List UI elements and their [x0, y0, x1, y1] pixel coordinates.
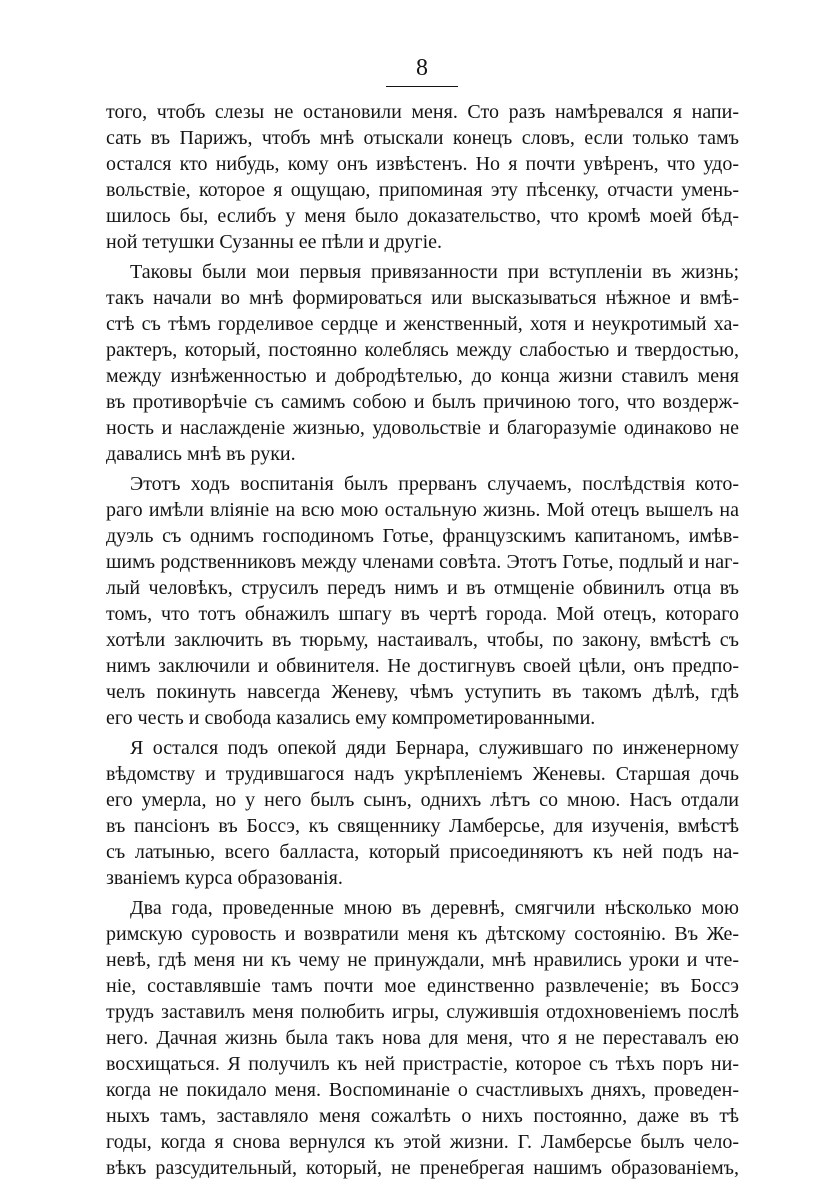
text-line: Два года, проведенные мною въ деревнѣ, смягчили нѣсколько мою [130, 897, 739, 919]
paragraph-2 [106, 259, 739, 467]
text-line: ной тетушки Сузанны ее пѣли и другіе. [106, 231, 443, 253]
text-line: него. Дачная жизнь была такъ нова для меня, что я не переставалъ ею [106, 1027, 739, 1049]
page-number: 8 [416, 55, 428, 81]
text-line: съ латынью, всего балласта, который присоединяютъ къ ней подъ на- [106, 841, 739, 863]
text-line: нимъ заключили и обвинителя. Не достигнувъ своей цѣли, онъ предпо- [106, 655, 739, 677]
text-line: дуэль съ однимъ господиномъ Готье, французскимъ капитаномъ, имѣв- [106, 525, 739, 547]
text-line: когда не покидало меня. Воспоминаніе о счастливыхъ дняхъ, проведен- [106, 1079, 739, 1101]
paragraph-4 [106, 735, 739, 891]
text-line: стѣ съ тѣмъ горделивое сердце и женственный, хотя и неукротимый ха- [106, 313, 739, 335]
text-line: хотѣли заключить въ тюрьму, настаивалъ, чтобы, по закону, вмѣстѣ съ [106, 629, 739, 651]
text-line: вольствіе, которое я ощущаю, припоминая эту пѣсенку, отчасти умень- [106, 179, 739, 201]
text-line: невѣ, гдѣ меня ни къ чему не принуждали, мнѣ нравились уроки и чте- [106, 949, 739, 971]
text-line: шилось бы, еслибъ у меня было доказательство, что кромѣ моей бѣд- [106, 205, 739, 227]
text-line: остался кто нибудь, кому онъ извѣстенъ. Но я почти увѣренъ, что удо- [106, 153, 739, 175]
text-line: давались мнѣ въ руки. [106, 443, 296, 465]
text-line: лый человѣкъ, струсилъ передъ нимъ и въ отмщеніе обвинилъ отца въ [106, 577, 739, 599]
text-line: раго имѣли вліяніе на всю мою остальную жизнь. Мой отецъ вышелъ на [106, 499, 739, 521]
page-number-rule [386, 86, 458, 87]
text-line: того, чтобъ слезы не остановили меня. Сто разъ намѣревался я напи- [106, 101, 739, 123]
text-line: Я остался подъ опекой дяди Бернара, служившаго по инженерному [130, 737, 739, 759]
text-line: вѣдомству и трудившагося надъ укрѣпленіемъ Женевы. Старшая дочь [106, 763, 739, 785]
text-line: въ противорѣчіе съ самимъ собою и былъ причиною того, что воздерж- [106, 391, 739, 413]
text-line: ность и наслажденіе жизнью, удовольствіе и благоразуміе одинаково не [106, 417, 739, 439]
text-line: Таковы были мои первыя привязанности при вступленіи въ жизнь; [130, 261, 739, 283]
text-line: трудъ заставилъ меня полюбить игры, служившія отдохновеніемъ послѣ [106, 1001, 739, 1023]
text-line: его честь и свобода казались ему компрометированными. [106, 707, 596, 729]
text-line: ныхъ тамъ, заставляло меня сожалѣть о нихъ постоянно, даже въ тѣ [106, 1105, 739, 1127]
text-line: сать въ Парижъ, чтобъ мнѣ отыскали конецъ словъ, если только тамъ [106, 127, 739, 149]
text-line: римскую суровость и возвратили меня къ дѣтскому состоянію. Въ Же- [106, 923, 739, 945]
text-line: томъ, что тотъ обнажилъ шпагу въ чертѣ города. Мой отецъ, котораго [106, 603, 739, 625]
text-line: званіемъ курса образованія. [106, 867, 343, 889]
text-line: шимъ родственниковъ между членами совѣта. Этотъ Готье, подлый и наг- [106, 551, 739, 573]
paragraph-1 [106, 99, 739, 255]
text-line: годы, когда я снова вернулся къ этой жизни. Г. Ламберсье былъ чело- [106, 1131, 739, 1153]
paragraph-3 [106, 471, 739, 731]
text-line: его умерла, но у него былъ сынъ, однихъ лѣтъ со мною. Насъ отдали [106, 789, 739, 811]
text-line: ніе, составлявшіе тамъ почти мое единственно развлеченіе; въ Боссэ [106, 975, 739, 997]
text-line: челъ покинуть навсегда Женеву, чѣмъ уступить въ такомъ дѣлѣ, гдѣ [106, 681, 739, 703]
text-line: такъ начали во мнѣ формироваться или высказываться нѣжное и вмѣ- [106, 287, 739, 309]
text-body [106, 99, 739, 1181]
text-line: рактеръ, который, постоянно колеблясь между слабостью и твердостью, [106, 339, 739, 361]
text-line: между изнѣженностью и добродѣтелью, до конца жизни ставилъ меня [106, 365, 739, 387]
text-line: Этотъ ходъ воспитанія былъ прерванъ случаемъ, послѣдствія кото- [130, 473, 739, 495]
text-line: въ пансіонъ въ Боссэ, къ священнику Ламберсье, для изученія, вмѣстѣ [106, 815, 739, 837]
paragraph-5 [106, 895, 739, 1181]
text-line: восхищаться. Я получилъ къ ней пристрастіе, которое съ тѣхъ поръ ни- [106, 1053, 739, 1075]
text-line: вѣкъ разсудительный, который, не пренебрегая нашимъ образованіемъ, [106, 1157, 739, 1179]
